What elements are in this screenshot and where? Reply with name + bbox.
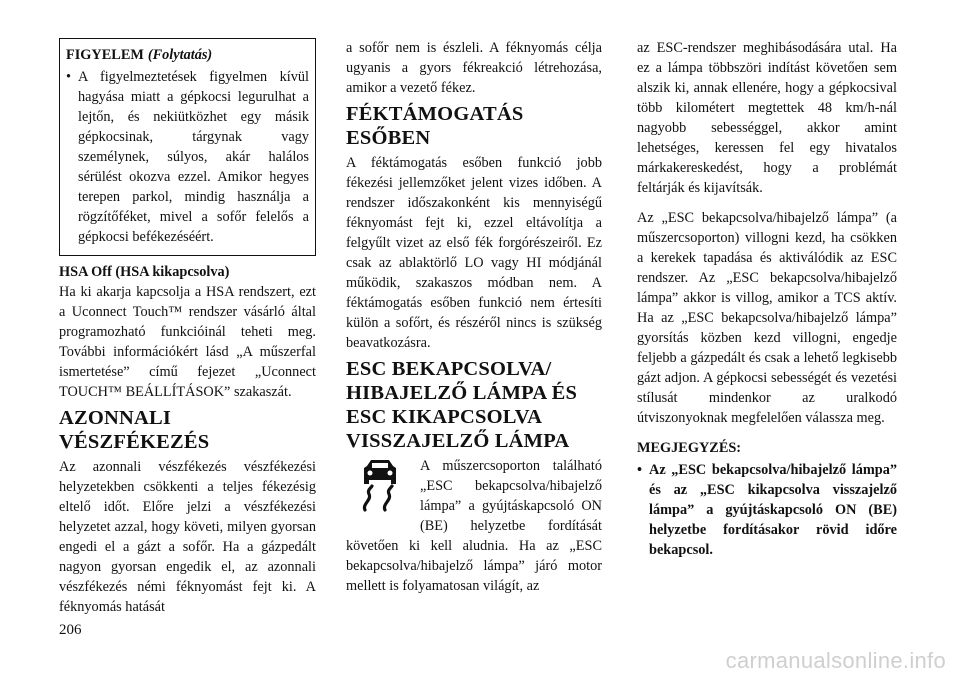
bullet-dot: • bbox=[637, 462, 643, 478]
column-right bbox=[637, 38, 897, 560]
bullet-dot: • bbox=[66, 69, 72, 85]
esc-fault-paragraph: az ESC-rendszer meghibásodására utal. Ha ez a lámpa többszöri indítást követően sem alszik ki, annak ellenére, hogy a gépkocsival több kilométert megtettek 48 km/h-nál nagyobb sebességgel, akkor amint lehetséges, keressen fel egy hivatalos márkakereskedést, hogy a problémát feltárják és kijavítsák. bbox=[637, 40, 897, 196]
note-heading: MEGJEGYZÉS: bbox=[637, 440, 742, 456]
note-bullet-item bbox=[637, 460, 897, 560]
warning-title bbox=[66, 45, 309, 65]
warning-box bbox=[59, 38, 316, 256]
column-left bbox=[59, 38, 316, 617]
rain-brake-heading: FÉKTÁMOGATÁS ESŐBEN bbox=[346, 103, 524, 149]
watermark: carmanualsonline.info bbox=[725, 648, 946, 673]
page-number: 206 bbox=[59, 622, 82, 638]
esc-flash-paragraph: Az „ESC bekapcsolva/hibajelző lámpa” (a műszercsoporton) villogni kezd, ha csökken a kerekek tapadása és aktiválódik az ESC rendszer. Az „ESC bekapcsolva/hibajelző lámpa” akkor is villog, amikor a TCS aktív. Ha az „ESC bekapcsolva/hibajelző lámpa” gyorsítás közben kezd villogni, engedje feljebb a gázpedált és csak a lehető legkisebb gázt adjon. A gépkocsi sebességét és vezetési stílusát mindenkor az uralkodó útviszonyoknak megfelelően válassza meg. bbox=[637, 210, 897, 426]
esc-heading: ESC BEKAPCSOLVA/ HIBAJELZŐ LÁMPA ÉS ESC KIKAPCSOLVA VISSZAJELZŐ LÁMPA bbox=[346, 358, 578, 452]
emergency-brake-heading: AZONNALI VÉSZFÉKEZÉS bbox=[59, 407, 210, 453]
note-text: Az „ESC bekapcsolva/hibajelző lámpa” és az „ESC kikapcsolva visszajelző lámpa” a gyújtáskapcsoló ON (BE) helyzetbe fordításakor rövid időre bekapcsol. bbox=[649, 462, 897, 558]
esc-skid-car-icon bbox=[346, 456, 416, 528]
column-middle bbox=[346, 38, 602, 596]
warning-bullet-item bbox=[66, 67, 309, 247]
continuation-paragraph: a sofőr nem is észleli. A féknyomás célja ugyanis a gyors fékreakció létrehozása, amikor a vezető fékez. bbox=[346, 40, 602, 96]
warning-title-text: FIGYELEM bbox=[66, 47, 144, 63]
warning-text: A figyelmeztetések figyelmen kívül hagyása miatt a gépkocsi legurulhat a lejtőn, és nekiütközhet egy másik gépkocsinak, tárgynak vagy személynek, súlyos, akár halálos sérülést okozva ezzel. Amikor hegyes terepen parkol, mindig használja a rögzítőféket, mivel a sofőr felelős a gépkocsi befékezéséért. bbox=[78, 69, 309, 245]
rain-brake-paragraph: A féktámogatás esőben funkció jobb fékezési jellemzőket jelent vizes időben. A rendszer időszakonként kis mennyiségű féknyomást fejt ki, ezzel eltávolítja a felgyűlt vizet az első fék forgórészeiről. Ez csak az ablaktörlő LO vagy HI módjánál működik, szakaszos módban nem. A féktámogatás esőben funkció nem értesíti külön a sofőrt, és részéről nincs is szükség beavatkozásra. bbox=[346, 155, 602, 351]
esc-skid-car-svg bbox=[358, 458, 402, 516]
esc-paragraph: A műszercsoporton található „ESC bekapcsolva/hibajelző lámpa” a gyújtáskapcsoló ON (BE) helyzetbe fordítását követően ki kell aludnia. Ha az „ESC bekapcsolva/hibajelző lámpa” járó motor mellett is folyamatosan világít, az bbox=[346, 458, 602, 594]
hsa-paragraph: Ha ki akarja kapcsolja a HSA rendszert, ezt a Uconnect Touch™ rendszer vásárló által programozható funkcióinál teheti meg. További információkért lásd „A műszerfal ismertetése” című fejezet „Uconnect TOUCH™ BEÁLLÍTÁSOK” szakaszát. bbox=[59, 284, 316, 400]
emergency-brake-paragraph: Az azonnali vészfékezés vészfékezési helyzetekben csökkenti a teljes fékezésig eltelő időt. Előre jelzi a vészfékezési helyzetet azzal, hogy követi, milyen gyorsan engedi el a gázt a sofőr. Ha a gázpedált nagyon gyorsan engedik el, az azonnali vészfékezés némi féknyomást fejt ki. A féknyomás hatását bbox=[59, 459, 316, 615]
warning-subtitle: (Folytatás) bbox=[147, 47, 213, 63]
esc-section bbox=[346, 456, 602, 596]
hsa-heading: HSA Off (HSA kikapcsolva) bbox=[59, 264, 230, 280]
